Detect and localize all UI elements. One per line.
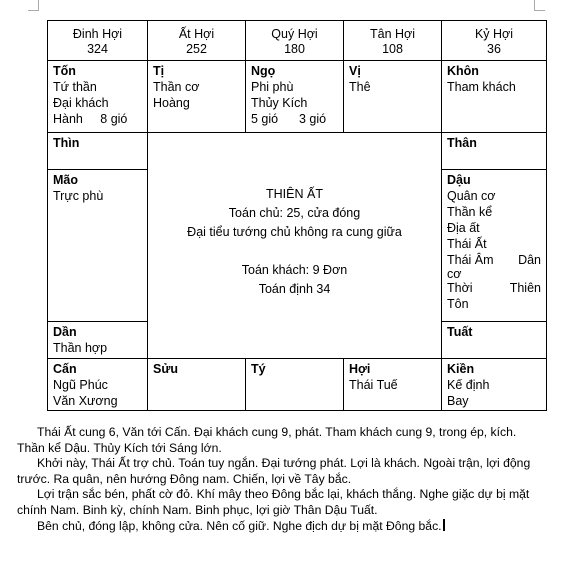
- palace-line: Thê: [349, 80, 371, 94]
- palace-title: Thân: [447, 136, 477, 150]
- palace-hoi: [343, 358, 442, 411]
- palace-title: Tuất: [447, 325, 473, 339]
- header-name: Đinh Hợi: [72, 27, 123, 41]
- palace-tuat: [441, 321, 547, 359]
- header-value: 324: [87, 42, 108, 56]
- text-cursor: [443, 519, 445, 531]
- center-title: THIÊN ẤT: [266, 187, 323, 201]
- header-cell: [245, 20, 344, 61]
- header-value: 36: [487, 42, 501, 56]
- palace-line: Đại khách: [53, 96, 109, 110]
- palace-title: Tốn: [53, 64, 76, 78]
- palace-khon: [441, 60, 547, 133]
- palace-line: Bay: [447, 394, 469, 408]
- palace-line-part: Thiên: [509, 281, 541, 295]
- palace-title: Dần: [53, 325, 77, 339]
- palace-title: Tý: [251, 362, 266, 376]
- palace-ty: [245, 358, 344, 411]
- palace-suu: [147, 358, 246, 411]
- palace-line: Thái Ất: [447, 237, 487, 251]
- palace-title: Thìn: [53, 136, 80, 150]
- palace-title: Mão: [53, 173, 78, 187]
- palace-line-part: Dân: [518, 253, 541, 267]
- palace-line-part: 8 gió: [100, 112, 128, 126]
- center-line: Toán khách: 9 Đơn: [241, 263, 348, 277]
- palace-ti: [147, 60, 246, 133]
- palace-dau: [441, 169, 547, 322]
- body-text[interactable]: [17, 425, 537, 534]
- thai-at-chart-table: [47, 20, 547, 411]
- palace-line: Quân cơ: [447, 189, 496, 203]
- palace-line: cơ: [447, 267, 462, 281]
- header-name: Kỷ Hợi: [474, 27, 514, 41]
- palace-ton: [47, 60, 148, 133]
- header-cell: [441, 20, 547, 61]
- palace-line: [53, 111, 142, 127]
- center-line: Toán chủ: 25, cửa đóng: [228, 206, 361, 220]
- header-cell: [343, 20, 442, 61]
- palace-title: Ngọ: [251, 64, 276, 78]
- palace-line: Tôn: [447, 297, 469, 311]
- palace-title: Vị: [349, 64, 361, 78]
- palace-line: Thần hợp: [53, 341, 108, 355]
- palace-line-part: 5 gió: [251, 112, 279, 126]
- center-line: Toán định 34: [258, 282, 331, 296]
- palace-mao: [47, 169, 148, 322]
- palace-thin: [47, 132, 148, 170]
- palace-line: Phi phù: [251, 80, 294, 94]
- palace-title: Dậu: [447, 173, 471, 187]
- palace-line: Thần cơ: [153, 80, 200, 94]
- palace-line: Thái Tuế: [349, 378, 398, 392]
- palace-line: Kế định: [447, 378, 490, 392]
- palace-line: Ngũ Phúc: [53, 378, 108, 392]
- palace-line-part: Thái Âm: [447, 253, 494, 267]
- palace-line-part: Thời: [447, 281, 473, 295]
- paragraph[interactable]: Khởi này, Thái Ất trợ chủ. Toán tuy ngắn. Đại tướng phát. Lợi là khách. Ngoài trận, lợi động trước. Ra quân, nên hướng Đông nam. Chiến, lợi về Tây bắc.: [17, 456, 531, 486]
- palace-vi: [343, 60, 442, 133]
- palace-line: Tham khách: [447, 80, 516, 94]
- palace-line: [251, 111, 338, 127]
- header-name: Ất Hợi: [178, 27, 215, 41]
- palace-line: Hoàng: [153, 96, 190, 110]
- palace-title: Hợi: [349, 362, 371, 376]
- palace-title: Tị: [153, 64, 165, 78]
- palace-line: Trực phù: [53, 189, 104, 203]
- palace-can: [47, 358, 148, 411]
- paragraph[interactable]: Lợi trận sắc bén, phất cờ đỏ. Khí mây theo Đông bắc lại, khách thắng. Nghe giặc dự bị mặt chính Nam. Binh kỳ, chính Nam. Binh phục, lợi giờ Thân Dậu Tuất.: [17, 487, 530, 517]
- center-summary: [147, 132, 442, 359]
- palace-title: Khôn: [447, 64, 479, 78]
- palace-line: Tứ thần: [53, 80, 97, 94]
- header-value: 252: [186, 42, 207, 56]
- header-value: 108: [382, 42, 403, 56]
- palace-line: Thủy Kích: [251, 96, 308, 110]
- page-corner-mark: [534, 0, 545, 11]
- palace-than: [441, 132, 547, 170]
- paragraph[interactable]: [17, 519, 537, 535]
- palace-line: [447, 280, 541, 296]
- palace-title: Sửu: [153, 362, 179, 376]
- page-corner-mark: [28, 0, 39, 11]
- palace-line: Địa ất: [447, 221, 480, 235]
- palace-dan: [47, 321, 148, 359]
- paragraph-text[interactable]: Bên chủ, đóng lập, không cửa. Nên cố giữ. Nghe địch dự bị mặt Đông bắc.: [37, 518, 442, 533]
- palace-title: Kiền: [447, 362, 475, 376]
- palace-line: [447, 252, 541, 268]
- center-line: Đại tiểu tướng chủ không ra cung giữa: [187, 225, 402, 239]
- header-name: Quý Hợi: [271, 27, 318, 41]
- header-value: 180: [284, 42, 305, 56]
- palace-title: Cấn: [53, 362, 77, 376]
- header-cell: [147, 20, 246, 61]
- palace-line: Thần kể: [447, 205, 493, 219]
- paragraph[interactable]: Thái Ất cung 6, Văn tới Cấn. Đại khách cung 9, phát. Tham khách cung 9, trong ép, kích. Thần kể Dậu. Thủy Kích tới Sáng lớn.: [17, 425, 517, 455]
- palace-line-part: Hành: [53, 112, 83, 126]
- header-name: Tân Hợi: [369, 27, 415, 41]
- palace-kien: [441, 358, 547, 411]
- header-cell: [47, 20, 148, 61]
- palace-line: Văn Xương: [53, 394, 118, 408]
- palace-line-part: 3 gió: [298, 112, 327, 126]
- palace-ngo: [245, 60, 344, 133]
